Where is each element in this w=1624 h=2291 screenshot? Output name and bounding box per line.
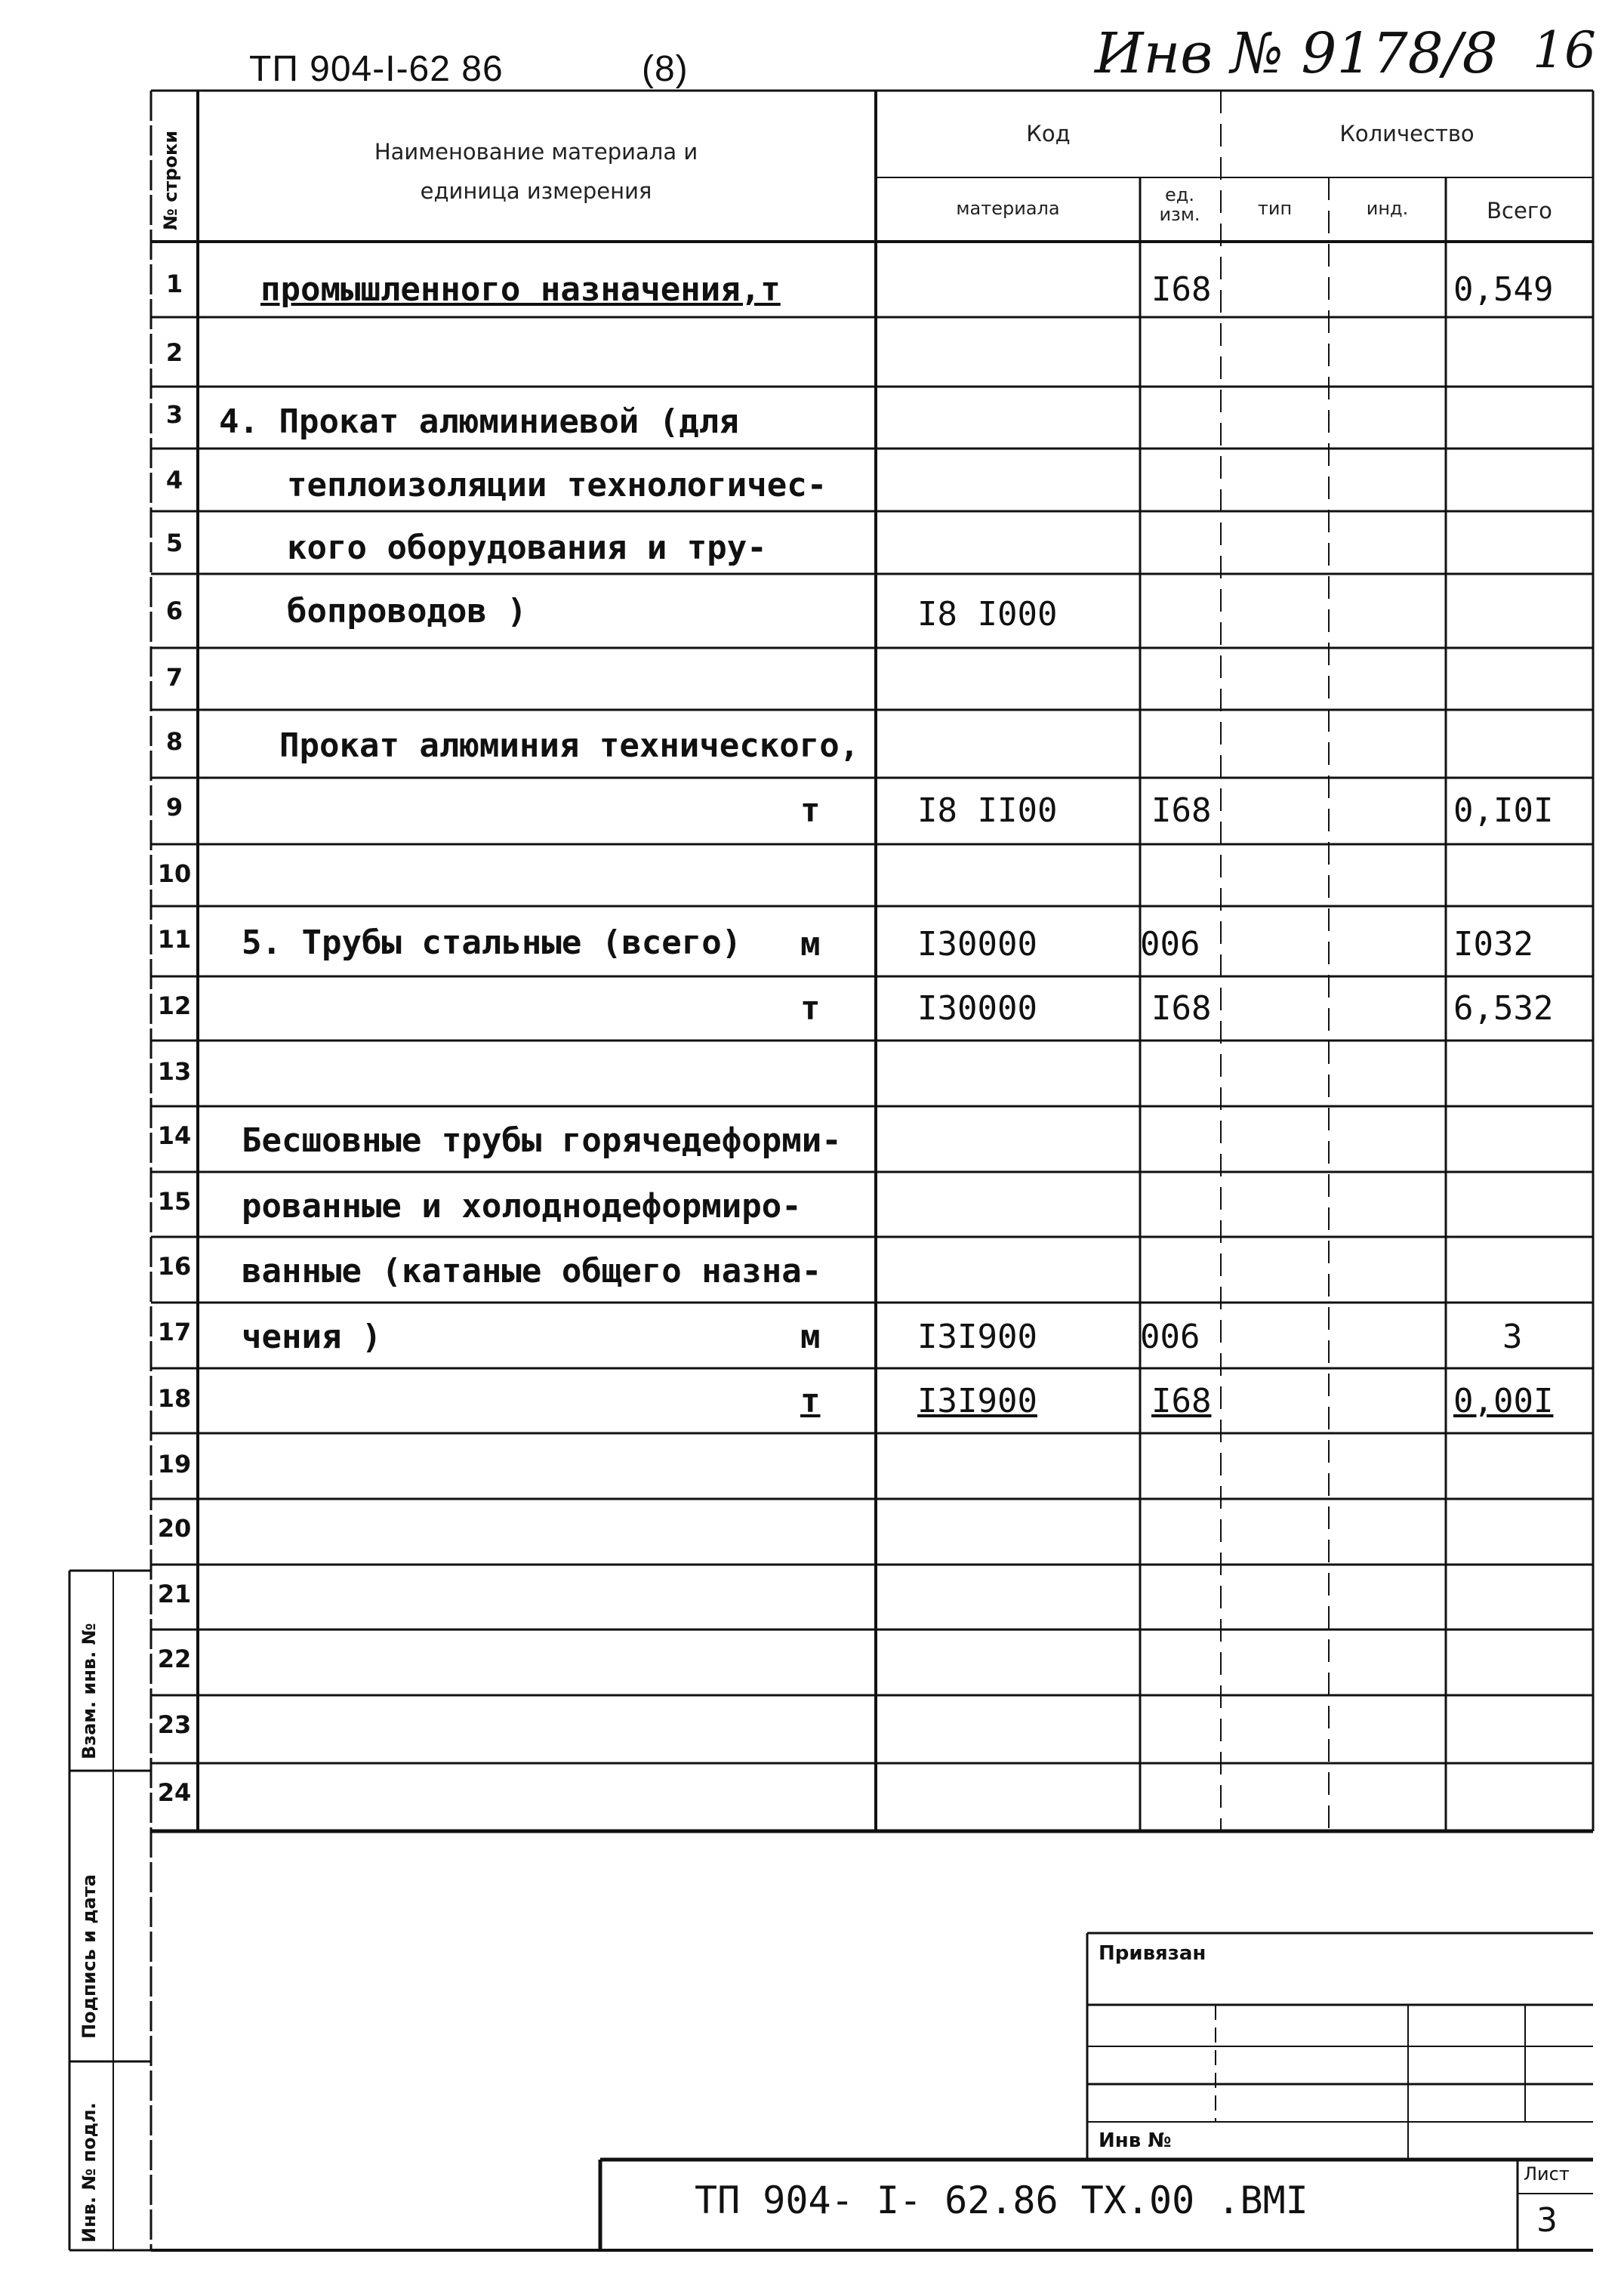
row-number: 23 bbox=[157, 1710, 192, 1739]
title-block-document-code: ТП 904- I- 62.86 ТХ.00 .ВМI bbox=[695, 2178, 1308, 2222]
row-unit-code: I68 bbox=[1151, 989, 1212, 1028]
row-number: 10 bbox=[157, 859, 192, 888]
title-block-sheet-label: Лист bbox=[1524, 2163, 1570, 2185]
row-unit-word: м bbox=[800, 1318, 821, 1356]
row-number: 17 bbox=[157, 1318, 192, 1346]
row-unit-code: 006 bbox=[1140, 925, 1200, 964]
page-number-handwritten: 16 bbox=[1533, 21, 1596, 79]
row-unit-code: 006 bbox=[1140, 1318, 1200, 1356]
row-unit-word: м bbox=[800, 925, 821, 964]
row-number: 1 bbox=[165, 270, 183, 298]
row-number: 14 bbox=[157, 1121, 192, 1150]
col-header-qty-total: Всего bbox=[1487, 198, 1552, 224]
row-material-code: I8 I000 bbox=[917, 595, 1058, 634]
row-unit-word: т bbox=[800, 1382, 821, 1420]
col-header-qty-ind: инд. bbox=[1366, 198, 1409, 219]
sheet-part-label: (8) bbox=[642, 49, 689, 89]
col-header-qty-type: тип bbox=[1257, 198, 1293, 219]
row-unit-code: I68 bbox=[1151, 791, 1212, 830]
row-number: 13 bbox=[157, 1057, 192, 1086]
document-code-header: ТП 904-I-62 86 bbox=[249, 49, 504, 89]
col-header-row-number: № строки bbox=[160, 130, 181, 230]
row-name: бопроводов ) bbox=[287, 592, 527, 631]
binding-title: Привязан bbox=[1099, 1942, 1206, 1965]
col-header-quantity: Количество bbox=[1339, 121, 1475, 146]
row-name: промышленного назначения,т bbox=[260, 270, 781, 309]
row-total: I032 bbox=[1453, 925, 1533, 964]
stamp-replace-inventory: Взам. инв. № bbox=[79, 1623, 100, 1759]
row-number: 3 bbox=[165, 400, 183, 429]
row-name: Прокат алюминия технического, bbox=[279, 726, 860, 765]
binding-inventory-label: Инв № bbox=[1099, 2129, 1172, 2152]
row-name: рованные и холоднодеформиро- bbox=[242, 1187, 802, 1226]
row-total: 0,549 bbox=[1453, 270, 1554, 309]
row-number: 21 bbox=[157, 1580, 192, 1608]
row-unit-word: т bbox=[800, 989, 821, 1028]
row-total: 6,532 bbox=[1453, 989, 1554, 1028]
row-material-code: I30000 bbox=[917, 989, 1037, 1028]
row-material-code: I30000 bbox=[917, 925, 1037, 964]
row-number: 12 bbox=[157, 991, 192, 1020]
row-number: 16 bbox=[157, 1252, 192, 1281]
row-number: 4 bbox=[165, 466, 183, 495]
row-number: 15 bbox=[157, 1187, 192, 1216]
row-number: 6 bbox=[165, 597, 183, 625]
row-name: кого оборудования и тру- bbox=[287, 529, 767, 567]
col-header-name: Наименование материала и единица измерения bbox=[374, 139, 698, 204]
col-header-code-unit: ед. изм. bbox=[1159, 184, 1200, 225]
inventory-note-handwritten: Инв № 9178/8 bbox=[1095, 21, 1498, 86]
row-number: 24 bbox=[157, 1778, 192, 1807]
col-header-code: Код bbox=[1026, 121, 1071, 146]
row-name: 4. Прокат алюминиевой (для bbox=[219, 402, 739, 441]
row-number: 9 bbox=[165, 793, 183, 822]
row-total: 0,I0I bbox=[1453, 791, 1554, 830]
row-number: 7 bbox=[165, 663, 183, 692]
row-name: теплоизоляции технологичес- bbox=[287, 466, 827, 504]
row-number: 18 bbox=[157, 1384, 192, 1413]
row-total: 3 bbox=[1502, 1318, 1523, 1356]
row-name: 5. Трубы стальные (всего) bbox=[242, 923, 742, 962]
row-number: 22 bbox=[157, 1645, 192, 1673]
stamp-original-inventory: Инв. № подл. bbox=[79, 2102, 100, 2243]
row-name: Бесшовные трубы горячедеформи- bbox=[242, 1121, 842, 1160]
row-total: 0,00I bbox=[1453, 1382, 1554, 1420]
row-name: ванные (катаные общего назна- bbox=[242, 1252, 822, 1290]
row-name: чения ) bbox=[242, 1318, 382, 1356]
row-unit-code: I68 bbox=[1151, 270, 1212, 309]
stamp-signature-date: Подпись и дата bbox=[79, 1874, 100, 2039]
row-number: 5 bbox=[165, 529, 183, 557]
row-number: 11 bbox=[157, 925, 192, 954]
col-header-code-material: материала bbox=[956, 198, 1060, 219]
row-number: 8 bbox=[165, 727, 183, 756]
row-number: 19 bbox=[157, 1450, 192, 1479]
title-block-sheet-number: 3 bbox=[1536, 2201, 1558, 2240]
row-number: 2 bbox=[165, 338, 183, 367]
row-material-code: I3I900 bbox=[917, 1382, 1037, 1420]
row-number: 20 bbox=[157, 1514, 192, 1543]
row-material-code: I8 II00 bbox=[917, 791, 1058, 830]
row-unit-word: т bbox=[800, 791, 821, 830]
row-material-code: I3I900 bbox=[917, 1318, 1037, 1356]
row-unit-code: I68 bbox=[1151, 1382, 1212, 1420]
